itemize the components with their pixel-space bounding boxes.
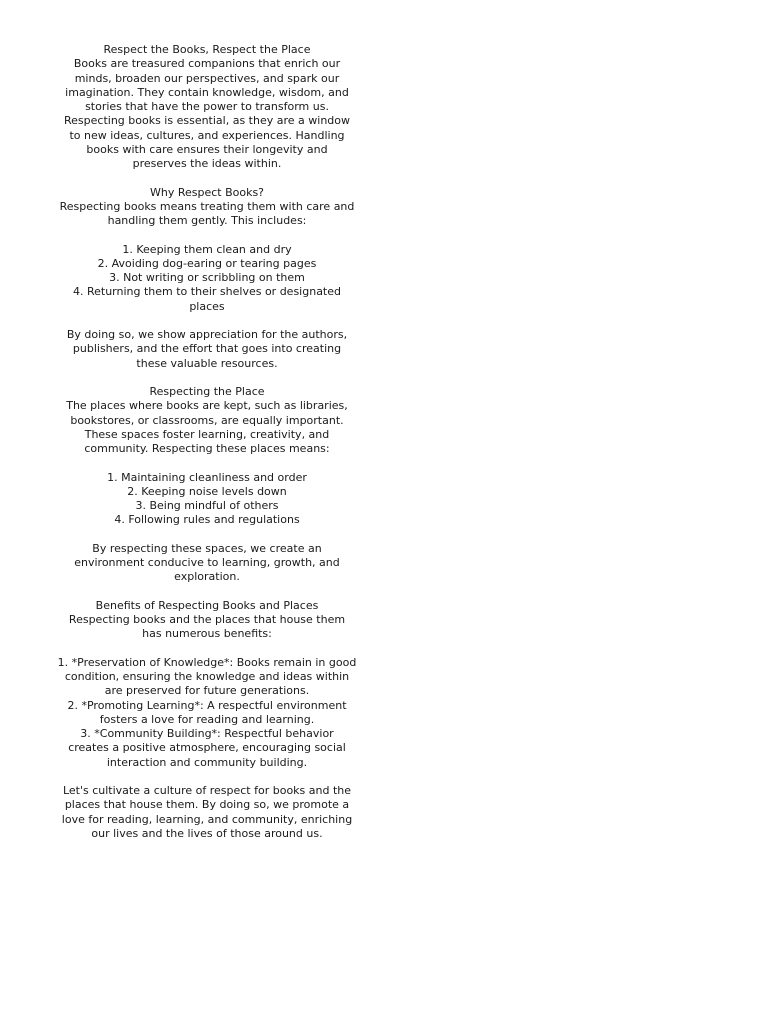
closing-paragraph-line: our lives and the lives of those around us. xyxy=(91,826,323,840)
numbered-list xyxy=(57,243,357,314)
document-body xyxy=(57,43,357,841)
paragraph-line: environment conducive to learning, growth, and xyxy=(74,556,340,569)
numbered-list-line: interaction and community building. xyxy=(106,755,308,769)
paragraph-line: community. Respecting these places means: xyxy=(84,442,330,455)
paragraph-gap xyxy=(57,642,357,656)
numbered-list-line: condition, ensuring the knowledge and ideas within xyxy=(64,670,350,683)
numbered-list-line: 2. *Promoting Learning*: A respectful environment xyxy=(67,698,347,712)
title xyxy=(57,43,357,57)
numbered-list-line: 2. Keeping noise levels down xyxy=(127,484,287,498)
title-line: Respect the Books, Respect the Place xyxy=(103,43,311,56)
paragraph-gap xyxy=(57,228,357,242)
paragraph xyxy=(57,200,357,229)
closing-paragraph-line: places that house them. By doing so, we promote a xyxy=(64,798,350,812)
numbered-list-line: 1. Maintaining cleanliness and order xyxy=(107,470,307,484)
numbered-list-line: 3. Being mindful of others xyxy=(135,499,279,512)
intro-paragraph-line: to new ideas, cultures, and experiences. Handling xyxy=(69,128,345,142)
numbered-list-line: places xyxy=(189,299,225,313)
paragraph-line: publishers, and the effort that goes into creating xyxy=(72,342,342,356)
section-heading xyxy=(57,385,357,399)
numbered-list-line: 2. Avoiding dog-earing or tearing pages xyxy=(97,256,317,270)
paragraph xyxy=(57,399,357,456)
intro-paragraph-line: preserves the ideas within. xyxy=(132,157,282,170)
paragraph-gap xyxy=(57,585,357,599)
paragraph-gap xyxy=(57,314,357,328)
numbered-list-line: 4. Returning them to their shelves or designated xyxy=(72,285,341,299)
paragraph-line: Respecting books and the places that house them xyxy=(68,613,346,626)
paragraph-line: These spaces foster learning, creativity, and xyxy=(84,427,330,441)
paragraph-line: has numerous benefits: xyxy=(142,627,272,641)
paragraph-line: The places where books are kept, such as libraries, xyxy=(66,399,348,413)
numbered-list-line: are preserved for future generations. xyxy=(104,684,310,698)
section-heading xyxy=(57,599,357,613)
closing-paragraph-line: Let's cultivate a culture of respect for books and the xyxy=(62,784,352,797)
paragraph-gap xyxy=(57,528,357,542)
section-heading-line: Respecting the Place xyxy=(149,385,265,398)
numbered-list-line: 4. Following rules and regulations xyxy=(114,513,300,527)
paragraph-line: exploration. xyxy=(174,570,240,584)
section-heading-line: Why Respect Books? xyxy=(149,185,265,199)
intro-paragraph xyxy=(57,57,357,171)
paragraph xyxy=(57,328,357,371)
paragraph-line: By respecting these spaces, we create an xyxy=(92,541,322,555)
numbered-list-line: 3. Not writing or scribbling on them xyxy=(109,271,305,284)
paragraph-line: Respecting books means treating them with care and xyxy=(59,199,355,213)
paragraph-line: these valuable resources. xyxy=(136,356,278,370)
numbered-list-line: fosters a love for reading and learning. xyxy=(99,712,315,726)
numbered-list xyxy=(57,471,357,528)
paragraph-line: handling them gently. This includes: xyxy=(107,214,307,227)
intro-paragraph-line: imagination. They contain knowledge, wisdom, and xyxy=(65,85,349,99)
paragraph xyxy=(57,613,357,642)
closing-paragraph xyxy=(57,784,357,841)
intro-paragraph-line: stories that have the power to transform us. xyxy=(85,100,329,113)
paragraph-gap xyxy=(57,371,357,385)
intro-paragraph-line: books with care ensures their longevity and xyxy=(86,142,328,156)
intro-paragraph-line: minds, broaden our perspectives, and spark our xyxy=(74,71,340,85)
intro-paragraph-line: Books are treasured companions that enrich our xyxy=(73,57,341,71)
paragraph xyxy=(57,542,357,585)
numbered-list xyxy=(57,656,357,770)
paragraph-gap xyxy=(57,456,357,470)
paragraph-line: bookstores, or classrooms, are equally important. xyxy=(70,413,344,427)
numbered-list-line: creates a positive atmosphere, encouraging social xyxy=(68,741,346,755)
paragraph-gap xyxy=(57,770,357,784)
numbered-list-line: 1. *Preservation of Knowledge*: Books remain in good xyxy=(57,655,357,669)
paragraph-line: By doing so, we show appreciation for the authors, xyxy=(66,328,348,341)
intro-paragraph-line: Respecting books is essential, as they are a window xyxy=(64,114,350,128)
section-heading-line: Benefits of Respecting Books and Places xyxy=(95,598,319,612)
numbered-list-line: 1. Keeping them clean and dry xyxy=(122,242,292,256)
numbered-list-line: 3. *Community Building*: Respectful behavior xyxy=(80,727,334,740)
paragraph-gap xyxy=(57,171,357,185)
closing-paragraph-line: love for reading, learning, and community, enriching xyxy=(61,812,353,826)
section-heading xyxy=(57,186,357,200)
